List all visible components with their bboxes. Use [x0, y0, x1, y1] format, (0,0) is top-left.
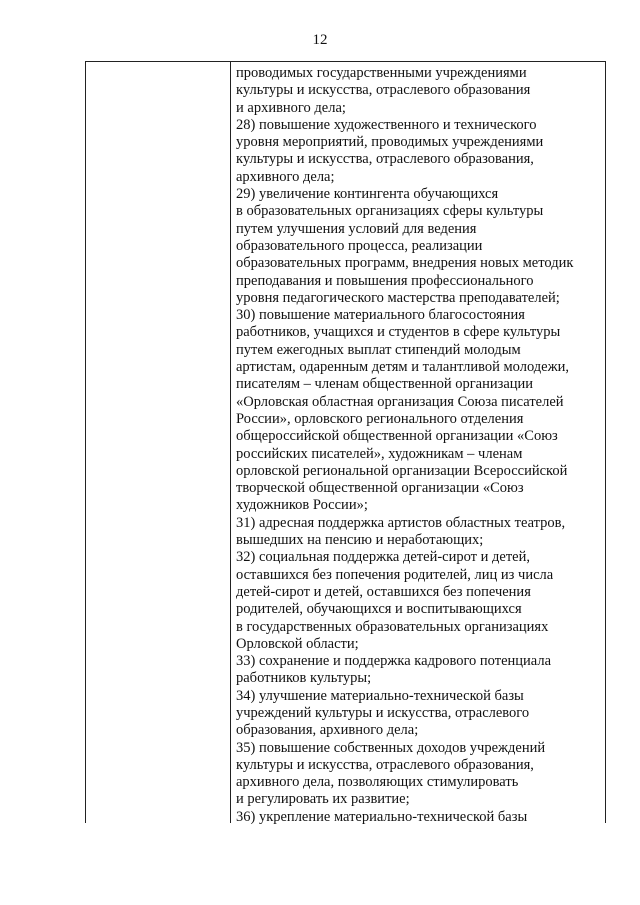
- text-line: творческой общественной организации «Союз: [236, 480, 524, 497]
- text-line: 31) адресная поддержка артистов областных театров,: [236, 514, 566, 531]
- text-line: Орловской области;: [236, 635, 359, 652]
- right-column-cell: [236, 65, 604, 826]
- page-number: 12: [312, 32, 328, 48]
- text-line: 34) улучшение материально-технической базы: [236, 687, 524, 704]
- text-line: уровня педагогического мастерства преподавателей;: [236, 289, 560, 306]
- text-line: работников, учащихся и студентов в сфере культуры: [236, 324, 561, 341]
- text-line: 28) повышение художественного и технического: [236, 116, 537, 133]
- text-line: вышедших на пенсию и неработающих;: [236, 532, 484, 549]
- text-line: преподавания и повышения профессионального: [236, 272, 534, 289]
- content-table: [85, 61, 606, 823]
- text-line: 36) укрепление материально-технической базы: [236, 808, 528, 825]
- text-line: общероссийской общественной организации «Союз: [236, 428, 558, 445]
- text-line: и архивного дела;: [236, 99, 346, 116]
- text-line: орловской региональной организации Всероссийской: [236, 462, 568, 479]
- text-line: архивного дела, позволяющих стимулировать: [236, 774, 519, 791]
- text-line: российских писателей», художникам – членам: [236, 445, 523, 462]
- text-line: образования, архивного дела;: [236, 722, 419, 739]
- text-line: культуры и искусства, отраслевого образования,: [236, 151, 534, 168]
- text-line: 29) увеличение контингента обучающихся: [236, 186, 499, 203]
- text-line: путем ежегодных выплат стипендий молодым: [236, 341, 521, 358]
- text-line: проводимых государственными учреждениями: [236, 65, 527, 81]
- text-line: оставшихся без попечения родителей, лиц из числа: [236, 566, 554, 583]
- text-line: родителей, обучающихся и воспитывающихся: [236, 601, 522, 618]
- text-line: 32) социальная поддержка детей-сирот и детей,: [236, 549, 530, 566]
- text-line: 30) повышение материального благосостояния: [236, 307, 525, 324]
- text-line: работников культуры;: [236, 670, 372, 687]
- text-line: культуры и искусства, отраслевого образования: [236, 82, 531, 99]
- text-line: образовательных программ, внедрения новых методик: [236, 255, 574, 272]
- column-divider: [230, 62, 231, 823]
- text-line: образовательного процесса, реализации: [236, 237, 483, 254]
- text-line: писателям – членам общественной организации: [236, 376, 534, 393]
- text-line: в государственных образовательных организациях: [236, 618, 549, 635]
- text-line: уровня мероприятий, проводимых учреждениями: [236, 134, 544, 151]
- text-line: детей-сирот и детей, оставшихся без попечения: [236, 583, 531, 600]
- text-line: учреждений культуры и искусства, отраслевого: [236, 704, 530, 721]
- text-line: 33) сохранение и поддержка кадрового потенциала: [236, 653, 552, 670]
- text-line: путем улучшения условий для ведения: [236, 220, 477, 237]
- text-line: художников России»;: [236, 497, 368, 514]
- text-line: и регулировать их развитие;: [236, 791, 410, 808]
- text-line: культуры и искусства, отраслевого образования,: [236, 756, 534, 773]
- text-line: России», орловского регионального отделения: [236, 410, 524, 427]
- text-line: артистам, одаренным детям и талантливой молодежи,: [236, 359, 569, 376]
- text-line: в образовательных организациях сферы культуры: [236, 203, 544, 220]
- text-line: «Орловская областная организация Союза писателей: [236, 393, 564, 410]
- text-line: 35) повышение собственных доходов учреждений: [236, 739, 546, 756]
- text-line: архивного дела;: [236, 168, 335, 185]
